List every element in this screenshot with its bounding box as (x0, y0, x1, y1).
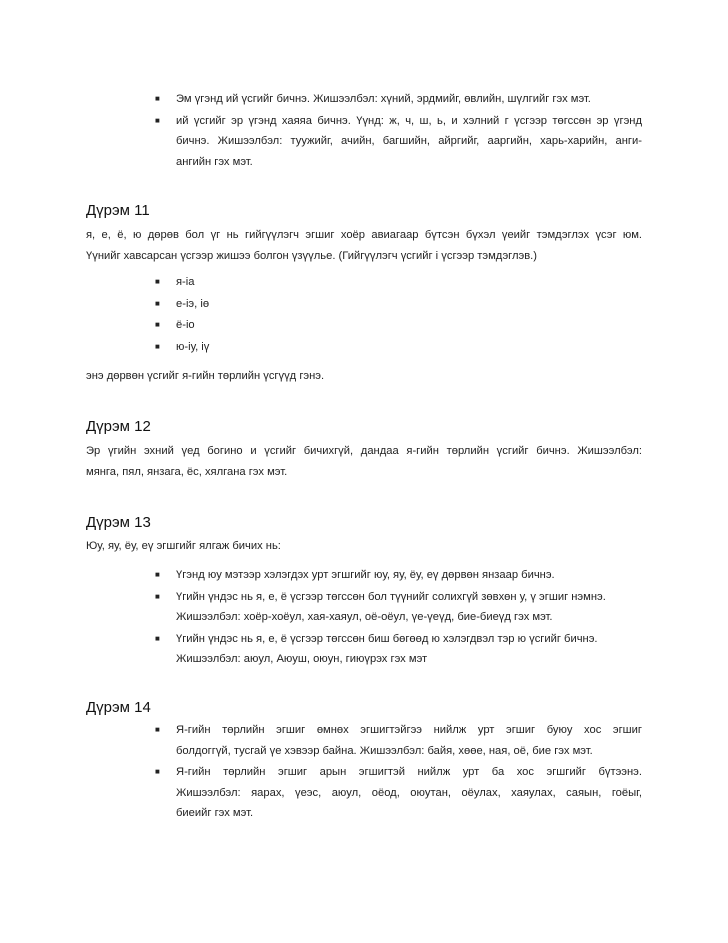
list-item (0, 315, 728, 336)
list-item-text: биеийг гэх мэт. (176, 807, 254, 819)
list-item-text: Жишээлбэл: аюул, Аюуш, оюун, гиюүрэх гэх мэт (176, 653, 428, 665)
rule-13-bullet-list (0, 565, 728, 670)
list-item-text: Эм үгэнд ий үсгийг бичнэ. Жишээлбэл: хүний, эрдмийг, өвлийн, шүлгийг гэх мэт. (176, 93, 591, 105)
bullet-square-icon: ■ (155, 115, 160, 125)
list-item-text: болдоггүй, тусгай үе хэвээр байна. Жишээлбэл: байя, хөөе, ная, оё, бие гэх мэт. (176, 744, 593, 757)
rule-14-bullet-list (0, 720, 728, 824)
bullet-square-icon: ■ (155, 277, 160, 286)
rule-11-heading: Дүрэм 11 (86, 202, 150, 219)
paragraph-line: мянга, пял, янзага, ёс, хялгана гэх мэт. (86, 465, 288, 478)
list-item-text: ий үсгийг эр үгэнд хаяяа бичнэ. Үүнд: ж, ч, ш, ь, и хэлний г үсгээр төгссөн эр үгэнд (176, 114, 642, 127)
rule-13-intro: Юу, яу, ёу, еү эгшгийг ялгаж бичих нь: (86, 540, 281, 552)
rule-11-closing: энэ дөрвөн үсгийг я-гийн төрлийн үсгүүд гэнэ. (86, 370, 325, 382)
bullet-square-icon: ■ (155, 298, 160, 308)
paragraph-line: я, е, ё, ю дөрөв бол үг нь гийгүүлэгч эгшиг хоёр авиагаар бүтсэн бүхэл үеийг тэмдэглэх үсэг юм. (86, 229, 642, 241)
list-item (0, 565, 728, 586)
list-item (0, 587, 728, 628)
list-item-text: Үгийн үндэс нь я, е, ё үсгээр төгссөн бол түүнийг солихгүй зөвхөн у, ү эгшиг нэмнэ. (176, 590, 606, 603)
bullet-square-icon: ■ (155, 767, 160, 776)
list-item-text: е-іэ, іө (176, 297, 210, 310)
list-item (0, 272, 728, 293)
list-item-text: ангийн гэх мэт. (176, 155, 253, 168)
bullet-square-icon: ■ (155, 725, 160, 734)
list-item-text: бичнэ. Жишээлбэл: туужийг, ачийн, багшийн, айргийг, ааргийн, харь-харийн, анги- (176, 135, 642, 147)
bullet-square-icon: ■ (155, 320, 160, 329)
list-item (0, 111, 728, 173)
rule-12-paragraph (86, 441, 642, 482)
list-item (0, 337, 728, 358)
list-item (0, 294, 728, 315)
bullet-square-icon: ■ (155, 94, 160, 103)
list-item (0, 762, 728, 824)
paragraph-line: Эр үгийн эхний үед богино и үсгийг бичихгүй, дандаа я-гийн төрлийн үсгийг бичнэ. Жишээлбэл: (86, 445, 642, 457)
rule-12-heading: Дүрэм 12 (86, 418, 151, 435)
bullet-square-icon: ■ (155, 341, 160, 351)
list-item-text: я-іа (176, 276, 195, 288)
list-item-text: Я-гийн төрлийн эгшиг арын эгшигтэй нийлж урт ба хос эгшгийг бүтээнэ. (176, 766, 642, 778)
list-item-text: Үгэнд юу мэтээр хэлэгдэх урт эгшгийг юу, яу, ёу, еү дөрвөн янзаар бичнэ. (176, 569, 555, 581)
list-item-text: Жишээлбэл: яарах, үеэс, аюул, оёод, оюутан, оёулах, хаяулах, саяын, гоёыг, (176, 786, 642, 799)
list-item-text: ю-іу, іү (176, 340, 210, 353)
list-item-text: Жишээлбэл: хоёр-хоёул, хая-хаяул, оё-оёул, үе-үеүд, бие-биеүд гэх мэт. (176, 611, 553, 623)
rule-13-heading: Дүрэм 13 (86, 514, 151, 531)
rule-11-bullet-list (0, 272, 728, 357)
list-item-text: Үгийн үндэс нь я, е, ё үсгээр төгссөн биш бөгөөд ю хэлэгдвэл тэр ю үсгийг бичнэ. (176, 632, 598, 645)
list-item-text: ё-іо (176, 319, 195, 331)
list-item (0, 629, 728, 670)
bullet-square-icon: ■ (155, 570, 160, 579)
rule-11-paragraph (86, 225, 642, 266)
list-item (0, 89, 728, 110)
intro-bullet-list (0, 89, 728, 172)
paragraph-line: Үүнийг хавсарсан үсгээр жишээ болгон үзүүлье. (Гийгүүлэгч үсгийг і үсгээр тэмдэглэв.) (86, 249, 538, 262)
bullet-square-icon: ■ (155, 591, 160, 601)
list-item (0, 720, 728, 761)
list-item-text: Я-гийн төрлийн эгшиг өмнөх эгшигтэйгээ нийлж урт эгшиг буюу хос эгшиг (176, 724, 642, 736)
rule-14-heading: Дүрэм 14 (86, 699, 151, 716)
bullet-square-icon: ■ (155, 633, 160, 643)
